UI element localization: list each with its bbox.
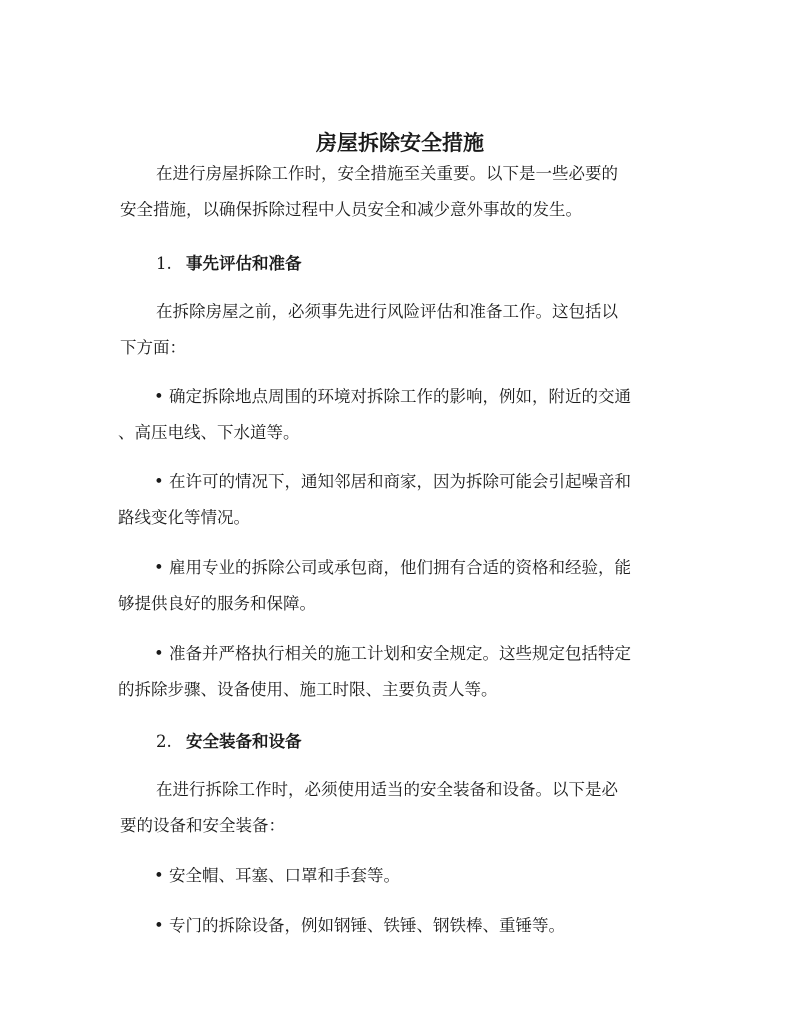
bullet-item-line: • 专门的拆除设备，例如钢锤、铁锤、钢铁棒、重锤等。	[154, 916, 565, 935]
bullet-item-continuation: 路线变化等情况。	[118, 508, 250, 527]
document-title: 房屋拆除安全措施	[316, 130, 484, 155]
intro-line-2: 安全措施，以确保拆除过程中人员安全和减少意外事故的发生。	[120, 200, 582, 219]
section-2-paragraph-line-1: 在进行拆除工作时，必须使用适当的安全装备和设备。以下是必	[156, 780, 618, 799]
bullet-item-line: • 安全帽、耳塞、口罩和手套等。	[154, 866, 400, 885]
section-1-number: 1.	[156, 254, 172, 273]
section-1-title: 事先评估和准备	[186, 254, 302, 273]
bullet-item-line: • 准备并严格执行相关的施工计划和安全规定。这些规定包括特定	[154, 644, 631, 663]
section-1-heading	[156, 252, 302, 276]
bullet-item-line: • 确定拆除地点周围的环境对拆除工作的影响，例如，附近的交通	[154, 387, 631, 406]
bullet-item-continuation: 、高压电线、下水道等。	[118, 423, 300, 442]
bullet-item-line: • 雇用专业的拆除公司或承包商，他们拥有合适的资格和经验，能	[154, 558, 631, 577]
section-1-paragraph-line-1: 在拆除房屋之前，必须事先进行风险评估和准备工作。这包括以	[156, 302, 618, 321]
section-2-title: 安全装备和设备	[186, 732, 302, 751]
section-1-paragraph-line-2: 下方面：	[120, 338, 186, 357]
bullet-item-line: • 在许可的情况下，通知邻居和商家，因为拆除可能会引起噪音和	[154, 472, 631, 491]
section-2-heading	[156, 730, 302, 754]
intro-line-1: 在进行房屋拆除工作时，安全措施至关重要。以下是一些必要的	[156, 164, 618, 183]
bullet-item-continuation: 够提供良好的服务和保障。	[118, 594, 316, 613]
section-2-paragraph-line-2: 要的设备和安全装备：	[120, 816, 285, 835]
bullet-item-continuation: 的拆除步骤、设备使用、施工时限、主要负责人等。	[118, 680, 498, 699]
section-2-number: 2.	[156, 732, 172, 751]
